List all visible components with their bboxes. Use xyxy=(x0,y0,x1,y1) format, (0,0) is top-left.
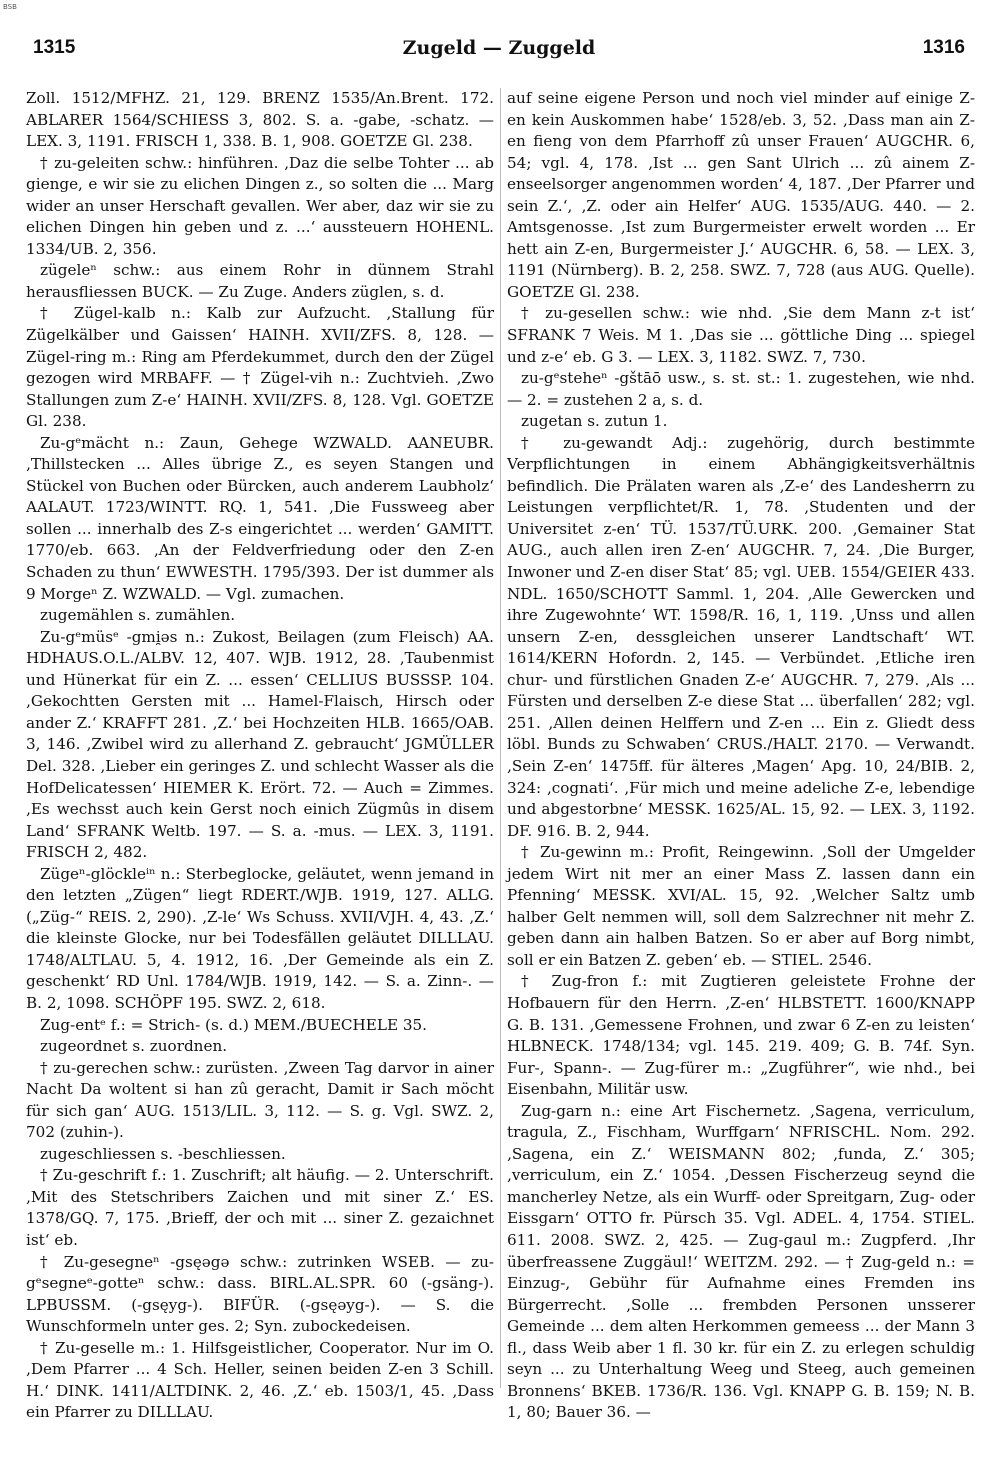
entry-paragraph: Zoll. 1512/MFHZ. 21, 129. BRENZ 1535/An.Brent. 172. ABLARER 1564/SCHIESS 3, 802. S. a. -gabe, -schatz. — LEX. 3, 1191. FRISCH 1, 338. B. 1, 908. GOETZE Gl. 238. xyxy=(26,89,494,151)
entry-paragraph: † zu-gewandt Adj.: zugehörig, durch bestimmte Verpflichtungen in einem Abhängigkeitsverhältnis befindlich. Die Prälaten waren als ‚Z-e‘ des Landesherrn zu Leistungen verpflichtet/R. 1, 78. ‚Studenten und der Universitet z-en‘ TÜ. 1537/TÜ.URK. 200. ‚Gemainer Stat AUG., auch allen iren Z-en‘ AUGCHR. 7, 24. ‚Die Burger, Inwoner und Z-en diser Stat‘ 85; vgl. UEB. 1554/GEIER 433. NDL. 1650/SCHOTT Samml. 1, 204. ‚Alle Gewercken und ihre Zugewohnte‘ WT. 1598/R. 16, 1, 119. ‚Unss und allen unsern Z-en, dessgleichen unserer Landtschaft‘ WT. 1614/KERN Hofordn. 2, 145. — Verbündet. ‚Etliche iren chur- und fürstlichen Gnaden Z-e‘ AUGCHR. 7, 279. ‚Als ... Fürsten und derselben Z-e diese Stat ... überfallen‘ 282; vgl. 251. ‚Allen deinen Helffern und Z-en ... Ein z. Gliedt dess löbl. Bunds zu Schwaben‘ CRUS./HALT. 2170. — Verwandt. ‚Sein Z-en‘ 1475ff. für älteres ‚Magen‘ Apg. 10, 24/BIB. 2, 324: ‚cognati‘. ‚Für mich und meine adeliche Z-e, lebendige und abgestorbne‘ MESSK. 1625/AL. 15, 92. — LEX. 3, 1192. DF. 916. B. 2, 944. xyxy=(507,433,975,840)
entry-paragraph: † Zug-fron f.: mit Zugtieren geleistete Frohne der Hofbauern für den Herrn. ‚Z-en‘ HLBSTETT. 1600/KNAPP G. B. 131. ‚Gemessene Frohnen, und zwar 6 Z-en zu leisten‘ HLBNECK. 1748/134; vgl. 145. 219. 409; G. B. 74f. Syn. Fur-, Spann-. — Zug-fürer m.: „Zugführer“, wie nhd., bei Eisenbahn, Militär usw. xyxy=(507,972,975,1099)
left-page-number: 1315 xyxy=(33,37,76,58)
entry-paragraph: auf seine eigene Person und noch viel minder auf einige Z-en kein Auskommen habe‘ 1528/eb. 3, 52. ‚Dass man ain Z-en fieng von dem Pfarrhoff zû unser Frauen‘ AUGCHR. 6, 54; vgl. 4, 178. ‚Ist ... gen Sant Ulrich ... zû ainem Z-enseelsorger angenommen worden‘ 4, 187. ‚Der Pfarrer und sein Z.‘, ‚Z. oder ain Helfer‘ AUG. 1535/AUG. 440. — 2. Amtsgenosse. ‚Ist zum Burgermeister erwelt worden ... Er hett ain Z-en, Burgermeister J.‘ AUGCHR. 6, 58. — LEX. 3, 1191 (Nürnberg). B. 2, 258. SWZ. 7, 728 (aus AUG. Quelle). GOETZE Gl. 238. xyxy=(507,89,975,301)
page-header xyxy=(25,33,973,65)
right-column xyxy=(507,88,975,1424)
column-divider xyxy=(500,88,501,1388)
entry-paragraph: † zu-geleiten schw.: hinführen. ‚Daz die selbe Tohter ... ab gienge, e wir sie zu elichen Dingen z., so solten die ... Marg wider an unser Herschaft gevallen. Wer aber, daz wir sie zu elichen Dingen hin geben und z. ...‘ aussteuern HOHENL. 1334/UB. 2, 356. xyxy=(26,153,494,258)
entry-paragraph: † Zu-geselle m.: 1. Hilfsgeistlicher, Cooperator. Nur im O. ‚Dem Pfarrer ... 4 Sch. Heller, seinen beiden Z-en 3 Schill. H.‘ DINK. 1411/ALTDINK. 2, 46. ‚Z.‘ eb. 1503/1, 45. ‚Dass ein Pfarrer zu DILLLAU. xyxy=(26,1338,494,1422)
entry-paragraph: † Zu-gesegneⁿ -gsęəgə schw.: zutrinken WSEB. — zu-gᵉsegneᵉ-gotteⁿ schw.: dass. BIRL.AL.SPR. 60 (-gsäng-). LPBUSSM. (-gsęyg-). BIFÜR. (-gsęəyg-). — S. die Wunschformeln unter ges. 2; Syn. zubockedeisen. xyxy=(26,1252,494,1336)
entry-paragraph: zugeschliessen s. -beschliessen. xyxy=(40,1144,286,1163)
entry-paragraph: zugeordnet s. zuordnen. xyxy=(40,1037,228,1056)
entry-paragraph: Zu-gᵉmüsᵉ -gmi̯əs n.: Zukost, Beilagen (zum Fleisch) AA. HDHAUS.O.L./ALBV. 12, 407. WJB. 1912, 28. ‚Taubenmist und Hünerkat für ein Z. ... essen‘ CELLIUS BUSSSP. 104. ‚Gekochtten Gersten mit ... Hamel-Flaisch, Hirsch oder ander Z.‘ KRAFFT 281. ‚Z.‘ bei Hochzeiten HLB. 1665/OAB. 3, 146. ‚Zwibel wird zu allerhand Z. gebraucht‘ JGMÜLLER Del. 328. ‚Lieber ein geringes Z. und schlecht Wasser als die HofDelicatessen‘ HIEMER K. Erört. 72. — Auch = Zimmes. ‚Es wechsst auch kein Gerst noch einich Zügmûs in disem Land‘ SFRANK Weltb. 197. — S. a. -mus. — LEX. 3, 1191. FRISCH 2, 482. xyxy=(26,627,494,862)
entry-paragraph: Zug-garn n.: eine Art Fischernetz. ‚Sagena, verriculum, tragula, Z., Fischham, Wurffgarn‘ NFRISCHL. Nom. 292. ‚Sagena, ein Z.‘ WEISMANN 802; ‚funda, Z.‘ 305; ‚verriculum, ein Z.‘ 1054. ‚Dessen Fischerzeug seynd die mancherley Netze, als ein Wurff- oder Spreitgarn, Zug- oder Eissgarn‘ OTTO fr. Pürsch 35. Vgl. ADEL. 4, 1754. STIEL. 611. 2008. SWZ. 2, 425. — Zug-gaul m.: Zugpferd. ‚Ihr überfreassene Zuggäul!‘ WEITZM. 292. — † Zug-geld n.: = Einzug-, Gebühr für Aufnahme eines Fremden ins Bürgerrecht. ‚Solle ... frembden Personen unsserer Gemeinde ... dem alten Herkommen gemeess ... der Mann 3 fl., dass Weib aber 1 fl. 30 kr. für ein Z. zu erlegen schuldig seyn ... zu Unterhaltung Weeg und Steeg, auch gemeinen Bronnens‘ BKEB. 1736/R. 136. Vgl. KNAPP G. B. 159; N. B. 1, 80; Bauer 36. — xyxy=(507,1101,975,1422)
entry-paragraph: † Zu-geschrift f.: 1. Zuschrift; alt häufig. — 2. Unterschrift. ‚Mit des Stetschribers Zaichen und mit siner Z.‘ ES. 1378/GQ. 7, 175. ‚Brieff, der och mit ... siner Z. gezaichnet ist‘ eb. xyxy=(26,1166,494,1249)
right-page-number: 1316 xyxy=(922,37,965,58)
left-column xyxy=(26,88,494,1424)
entry-paragraph: † zu-gerechen schw.: zurüsten. ‚Zween Tag darvor in ainer Nacht Da woltent si han zû geracht, Damit ir Sach möcht für sich gan‘ AUG. 1513/LIL. 3, 112. — S. g. Vgl. SWZ. 2, 702 (zuhin-). xyxy=(26,1058,494,1142)
running-head: Zugeld — Zuggeld xyxy=(402,37,596,59)
entry-paragraph: zu-gᵉsteheⁿ -gštāō usw., s. st. st.: 1. zugestehen, wie nhd. — 2. = zustehen 2 a, s. d. xyxy=(507,369,975,409)
entry-paragraph: Zug-entᵉ f.: = Strich- (s. d.) MEM./BUECHELE 35. xyxy=(40,1015,428,1034)
entry-paragraph: † Zügel-kalb n.: Kalb zur Aufzucht. ‚Stallung für Zügelkälber und Gaissen‘ HAINH. XVII/ZFS. 8, 128. — Zügel-ring m.: Ring am Pferdekummet, durch den der Zügel gezogen wird MRBAFF. — † Zügel-vih n.: Zuchtvieh. ‚Zwo Stallungen zum Z-e‘ HAINH. XVII/ZFS. 8, 128. Vgl. GOETZE Gl. 238. xyxy=(26,304,494,431)
entry-paragraph: zugemählen s. zumählen. xyxy=(40,606,236,625)
entry-paragraph: † zu-gesellen schw.: wie nhd. ‚Sie dem Mann z-t ist‘ SFRANK 7 Weis. M 1. ‚Das sie ... göttliche Ding ... spiegel und z-e‘ eb. G 3. — LEX. 3, 1182. SWZ. 7, 730. xyxy=(507,304,975,366)
library-stamp: BSB xyxy=(3,3,17,11)
entry-paragraph: Zu-gᵉmächt n.: Zaun, Gehege WZWALD. AANEUBR. ‚Thillstecken ... Alles übrige Z., es seyen Stangen und Stückel von Buchen oder Bürcken, auch anderem Laubholz‘ AALAUT. 1723/WINTT. RQ. 1, 541. ‚Die Fussweeg aber sollen ... innerhalb des Z-s eingerichtet ... werden‘ GAMITT. 1770/eb. 663. ‚An der Feldverfriedung oder den Z-en Schaden zu thun‘ EWWESTH. 1795/393. Der ist dummer als 9 Morgeⁿ Z. WZWALD. — Vgl. zumachen. xyxy=(26,433,494,603)
entry-paragraph: † Zu-gewinn m.: Profit, Reingewinn. ‚Soll der Umgelder jedem Wirt nit mer an einer Mass Z. lassen dann ein Pfenning‘ MESSK. XVI/AL. 15, 92. ‚Welcher Saltz umb halber Gelt nemmen will, soll dem Salzrechner nit mehr Z. geben dann ain halben Batzen. So er aber auf Borg nimbt, soll er ein Batzen Z. geben‘ eb. — STIEL. 2546. xyxy=(507,843,975,969)
entry-paragraph: zugetan s. zutun 1. xyxy=(521,412,668,431)
entry-paragraph: Zügeⁿ-glöckleⁱⁿ n.: Sterbeglocke, geläutet, wenn jemand in den letzten „Zügen“ liegt RDERT./WJB. 1919, 127. ALLG. („Züg-“ REIS. 2, 290). ‚Z-le‘ Ws Schuss. XVII/VJH. 4, 43. ‚Z.‘ die kleinste Glocke, nur bei Todesfällen geläutet DILLLAU. 1748/ALTLAU. 5, 4. 1912, 16. ‚Der Gemeinde als ein Z. geschenkt‘ RD Unl. 1784/WJB. 1919, 142. — S. a. Zinn-. — B. 2, 1098. SCHÖPF 195. SWZ. 2, 618. xyxy=(26,864,494,1012)
entry-paragraph: zügeleⁿ schw.: aus einem Rohr in dünnem Strahl herausfliessen BUCK. — Zu Zuge. Anders züglen, s. d. xyxy=(26,261,494,301)
